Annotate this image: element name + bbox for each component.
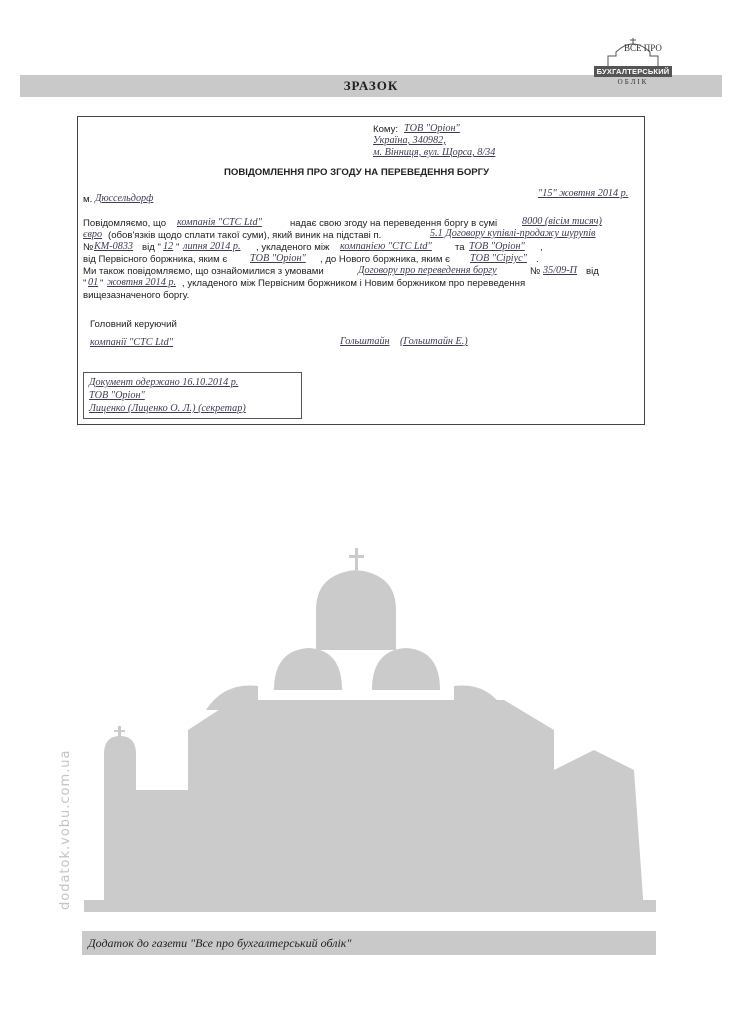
footer-text: Додаток до газети "Все про бухгалтерський облік" <box>88 936 352 950</box>
body-text: , укладеного між Первісним боржником і Новим боржником про переведення <box>182 278 526 289</box>
body-fill: жовтня 2014 р. <box>107 277 176 288</box>
city-label: м. <box>83 194 93 205</box>
logo-sub: ОБЛІК <box>617 78 649 86</box>
cathedral-background-icon <box>84 540 656 912</box>
body-text: (обов'язків щодо сплати такої суми), який виник на підставі п. <box>108 230 382 241</box>
body-text: Ми також повідомляємо, що ознайомилися з умовами <box>83 266 324 277</box>
logo-top-text: ВСЕ ПРО <box>624 43 662 53</box>
header-title: ЗРАЗОК <box>343 78 399 93</box>
body-text: від " <box>142 242 161 253</box>
signatory-position: Головний керуючий <box>90 319 177 330</box>
city-value: Дюссельдорф <box>95 193 154 204</box>
body-text: та <box>455 242 465 253</box>
body-text: від <box>586 266 599 277</box>
body-fill: компанією "СТС Ltd" <box>340 241 432 252</box>
receipt-line-3: Лиценко (Лиценко О. Л.) (секретар) <box>89 403 246 414</box>
body-fill: 5.1 Договору купівлі-продажу шурупів <box>430 228 596 239</box>
signatory-name: (Гольштайн Е.) <box>400 336 468 347</box>
body-fill: 35/09-П <box>543 265 577 276</box>
receipt-line-1: Документ одержано 16.10.2014 р. <box>89 377 239 388</box>
addressee-label: Кому: <box>373 124 399 135</box>
receipt-stamp <box>83 372 302 419</box>
body-text: , <box>540 242 543 253</box>
body-text: від Первісного боржника, яким є <box>83 254 228 265</box>
body-text: № <box>83 242 94 253</box>
body-fill: 12 <box>163 241 174 252</box>
body-fill: євро <box>83 229 103 240</box>
body-fill: КМ-0833 <box>94 241 134 252</box>
signature: Гольштайн <box>340 336 390 347</box>
body-text: " <box>176 242 180 253</box>
body-fill: липня 2014 р. <box>183 241 241 252</box>
website-watermark: dodatok.vobu.com.ua <box>58 749 73 910</box>
body-text: надає свою згоду на переведення боргу в сумі <box>290 218 498 229</box>
body-text: . <box>536 254 539 265</box>
footer-band <box>82 931 656 955</box>
body-text: , до Нового боржника, яким є <box>320 254 451 265</box>
addressee-name: ТОВ "Оріон" <box>404 123 460 134</box>
document-date: "15" жовтня 2014 р. <box>538 188 629 199</box>
addressee-address: м. Вінниця, вул. Щорса, 8/34 <box>373 147 496 158</box>
logo-name: БУХГАЛТЕРСЬКИЙ <box>594 66 672 77</box>
body-fill: ТОВ "Оріон" <box>469 241 525 252</box>
body-text: Повідомляємо, що <box>83 218 167 229</box>
body-text: " <box>100 278 104 289</box>
publication-logo <box>594 38 672 88</box>
body-fill: Договору про переведення боргу <box>358 265 497 276</box>
signatory-company: компанії "СТС Ltd" <box>90 337 173 348</box>
body-fill: 8000 (вісім тисяч) <box>522 216 602 227</box>
document-title: ПОВІДОМЛЕННЯ ПРО ЗГОДУ НА ПЕРЕВЕДЕННЯ БОРГУ <box>224 167 490 178</box>
body-fill: ТОВ "Оріон" <box>250 253 306 264</box>
body-text: " <box>83 278 87 289</box>
body-fill: компанія "СТС Ltd" <box>177 217 262 228</box>
receipt-line-2: ТОВ "Оріон" <box>89 390 145 401</box>
addressee-country: Україна, 340982, <box>373 135 446 146</box>
body-text: , укладеного між <box>256 242 330 253</box>
body-text: № <box>530 266 541 277</box>
body-fill: 01 <box>88 277 99 288</box>
body-text: вищезазначеного боргу. <box>83 290 190 301</box>
body-fill: ТОВ "Сіріус" <box>470 253 527 264</box>
